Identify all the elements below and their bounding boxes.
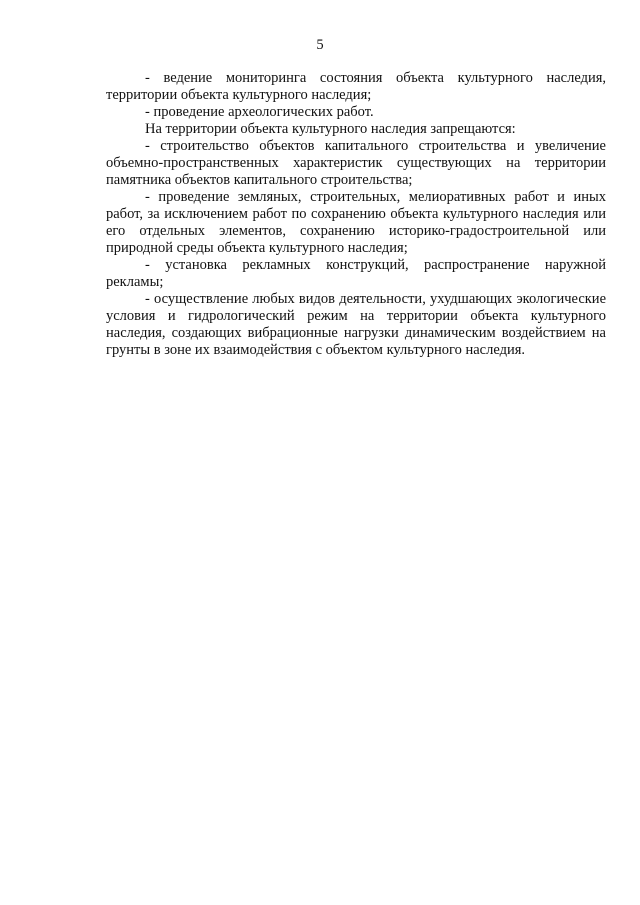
paragraph-archaeological-works: - проведение археологических работ. <box>145 104 374 120</box>
paragraph-monitoring: - ведение мониторинга состояния объекта культурного наследия, территории объекта культурного наследия; <box>106 70 606 103</box>
page-number: 5 <box>316 37 324 53</box>
paragraph-activities-prohibition: - осуществление любых видов деятельности, ухудшающих экологические условия и гидрологический режим на территории объекта культурного наследия, создающих вибрационные нагрузки динамическим воздействием на грунты в зоне их взаимодействия с объектом культурного наследия. <box>106 291 606 358</box>
paragraph-earthworks-prohibition: - проведение земляных, строительных, мелиоративных работ и иных работ, за исключением работ по сохранению объекта культурного наследия или его отдельных элементов, сохранению историко-градостроительной или природной среды объекта культурного наследия; <box>106 189 606 256</box>
document-body <box>106 70 606 359</box>
paragraph-construction-prohibition: - строительство объектов капитального строительства и увеличение объемно-пространственных характеристик существующих на территории памятника объектов капитального строительства; <box>106 138 606 188</box>
paragraph-prohibitions-intro: На территории объекта культурного наследия запрещаются: <box>145 121 516 137</box>
paragraph-advertising-prohibition: - установка рекламных конструкций, распространение наружной рекламы; <box>106 257 606 290</box>
